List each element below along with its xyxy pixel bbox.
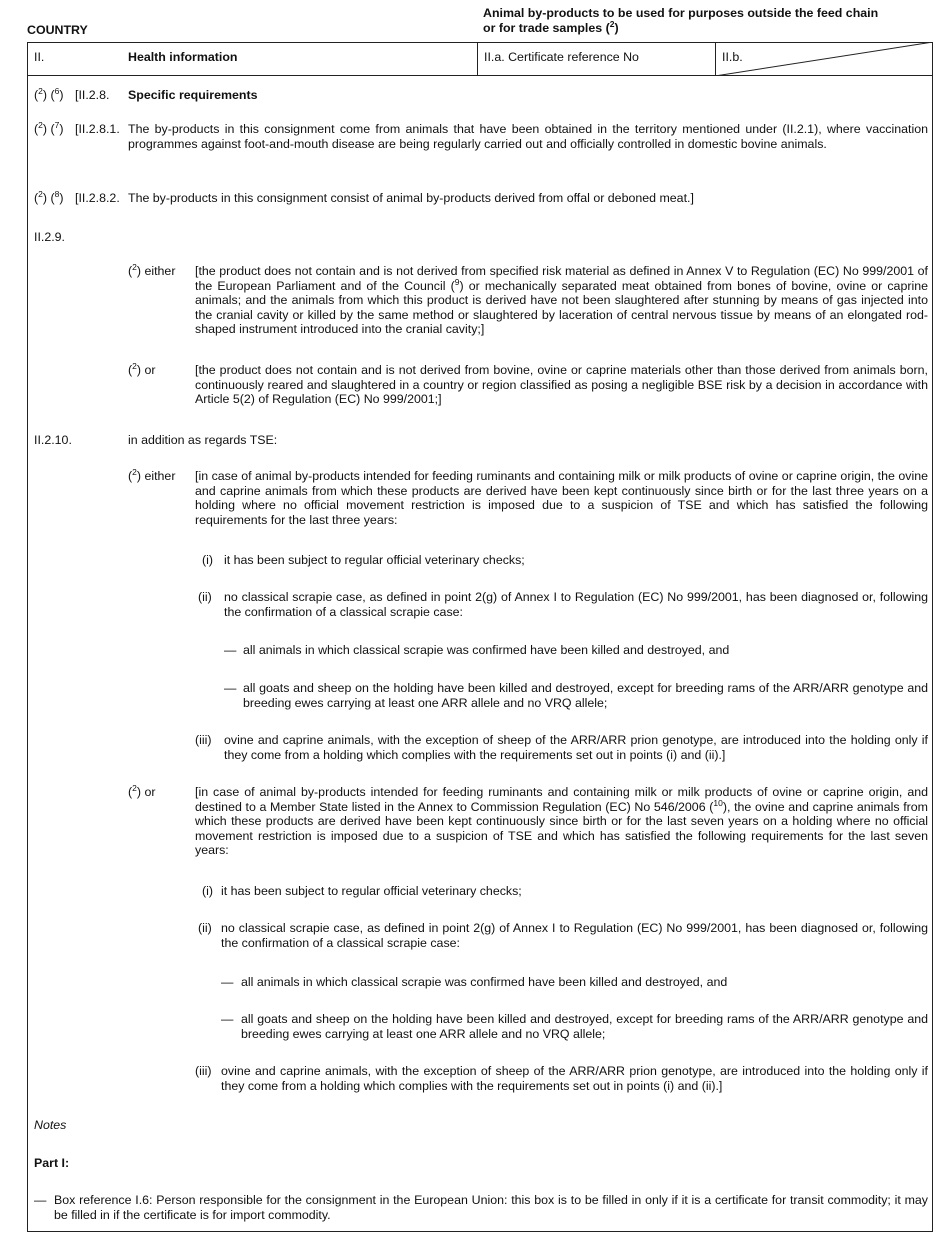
certificate-title-line2: or for trade samples xyxy=(483,21,603,35)
section-number: II. xyxy=(34,50,45,64)
section-iib-label: II.b. xyxy=(722,50,743,64)
certificate-frame xyxy=(27,42,933,1232)
diagonal-strike xyxy=(715,42,933,76)
clause-ref: [II.2.8. xyxy=(75,88,110,102)
specific-requirements-heading: Specific requirements xyxy=(128,88,258,102)
dash-bullet: — xyxy=(224,681,237,695)
clause-ref: [II.2.8.2. xyxy=(75,191,120,205)
item-text: no classical scrapie case, as defined in point 2(g) of Annex I to Regulation (EC) No 999/2001, has been diagnosed or, following the confirmation of a classical scrapie case: xyxy=(224,590,928,619)
bullet-text: all animals in which classical scrapie was confirmed have been killed and destroyed, and xyxy=(241,975,728,989)
certificate-title: Animal by-products to be used for purposes outside the feed chain or for trade samples ($^2$) xyxy=(483,6,879,35)
clause-intro: in addition as regards TSE: xyxy=(128,433,278,447)
item-text: ovine and caprine animals, with the exception of sheep of the ARR/ARR prion genotype, are introduced into the holding only if they come from a holding which complies with the requirements set out in points (i) and (ii).] xyxy=(224,733,928,762)
option-text: [in case of animal by-products intended for feeding ruminants and containing milk or milk products of ovine or caprine origin, the ovine and caprine animals from which these products are derived have been kept continuously since birth or for the last three years on a holding where no official movement restriction is imposed due to a suspicion of TSE and which has satisfied the following requirements for the last three years: xyxy=(195,469,928,527)
clause-ref: [II.2.8.1. xyxy=(75,122,120,136)
certificate-reference-label: II.a. Certificate reference No xyxy=(484,50,639,64)
clause-text: The by-products in this consignment consist of animal by-products derived from offal or deboned meat.] xyxy=(128,191,694,205)
country-label: COUNTRY xyxy=(27,23,88,37)
clause-ref: II.2.10. xyxy=(34,433,72,447)
option-text: [in case of animal by-products intended for feeding ruminants and containing milk or milk products of ovine or caprine origin, and destined to a Member State listed in the Annex to Commission Regulation (EC) No 546/2006 ($^{10}$), the ovine and caprine animals from which these products are derived have been kept continuously since birth or for the last seven years on a holding where no official movement restriction is imposed due to a suspicion of TSE and which has satisfied the following requirements for the last seven years: xyxy=(195,785,928,858)
note-refs: ($^2$) ($^7$) xyxy=(34,119,64,136)
item-number: (i) xyxy=(202,884,214,898)
bullet-text: all goats and sheep on the holding have been killed and destroyed, except for breeding rams of the ARR/ARR genotype and breeding ewes carrying at least one ARR allele and no VRQ allele; xyxy=(241,1012,928,1041)
item-text: no classical scrapie case, as defined in point 2(g) of Annex I to Regulation (EC) No 999/2001, has been diagnosed or, following the confirmation of a classical scrapie case: xyxy=(221,921,928,950)
bullet-text: all goats and sheep on the holding have been killed and destroyed, except for breeding rams of the ARR/ARR genotype and breeding ewes carrying at least one ARR allele and no VRQ allele; xyxy=(243,681,928,710)
notes-heading: Notes xyxy=(34,1118,67,1132)
item-number: (ii) xyxy=(198,921,212,935)
item-number: (ii) xyxy=(198,590,212,604)
option-label: ($^2$) either xyxy=(128,261,176,278)
item-text: it has been subject to regular official veterinary checks; xyxy=(224,553,525,567)
item-text: ovine and caprine animals, with the exception of sheep of the ARR/ARR prion genotype, are introduced into the holding only if they come from a holding which complies with the requirements set out in points (i) and (ii).] xyxy=(221,1064,928,1093)
header-col-divider-1 xyxy=(477,42,478,76)
note-refs: ($^2$) ($^8$) xyxy=(34,188,64,205)
notes-part-heading: Part I: xyxy=(34,1156,70,1170)
dash-bullet: — xyxy=(224,643,237,657)
clause-text: The by-products in this consignment come from animals that have been obtained in the territory mentioned under (II.2.1), where vaccination programmes against foot-and-mouth disease are being regularly carried out and officially controlled in domestic bovine animals. xyxy=(128,122,928,151)
clause-ref: II.2.9. xyxy=(34,230,65,244)
note-text: Box reference I.6: Person responsible for the consignment in the European Union: this box is to be filled in only if it is a certificate for transit commodity; it may be filled in if the certificate is for import commodity. xyxy=(54,1193,928,1222)
section-title: Health information xyxy=(128,50,238,64)
dash-bullet: — xyxy=(221,975,234,989)
item-number: (iii) xyxy=(195,733,212,747)
option-text: [the product does not contain and is not derived from specified risk material as defined in Annex V to Regulation (EC) No 999/2001 of the European Parliament and of the Council ($^9$) or mechanically separated meat obtained from bones of bovine, ovine or caprine animals; and the animals from which this product is derived have not been slaughtered after stunning by means of gas injected into the cranial cavity or killed by the same method or slaughtered by laceration of central nervous tissue by means of an elongated rod-shaped instrument introduced into the cranial cavity;] xyxy=(195,264,929,337)
footnote-ref: 2 xyxy=(609,18,615,29)
note-refs: ($^2$) ($^6$) xyxy=(34,85,64,102)
option-label: ($^2$) or xyxy=(128,360,156,377)
option-label: ($^2$) either xyxy=(128,466,176,483)
option-label: ($^2$) or xyxy=(128,782,156,799)
dash-bullet: — xyxy=(34,1193,47,1207)
item-number: (iii) xyxy=(195,1064,212,1078)
dash-bullet: — xyxy=(221,1012,234,1026)
certificate-title-line1: Animal by-products to be used for purposes outside the feed chain xyxy=(483,6,879,20)
bullet-text: all animals in which classical scrapie was confirmed have been killed and destroyed, and xyxy=(243,643,730,657)
option-text: [the product does not contain and is not derived from bovine, ovine or caprine materials other than those derived from animals born, continuously reared and slaughtered in a country or region classified as posing a negligible BSE risk by a decision in accordance with Article 5(2) of Regulation (EC) No 999/2001;] xyxy=(195,363,928,407)
item-text: it has been subject to regular official veterinary checks; xyxy=(221,884,522,898)
item-number: (i) xyxy=(202,553,214,567)
